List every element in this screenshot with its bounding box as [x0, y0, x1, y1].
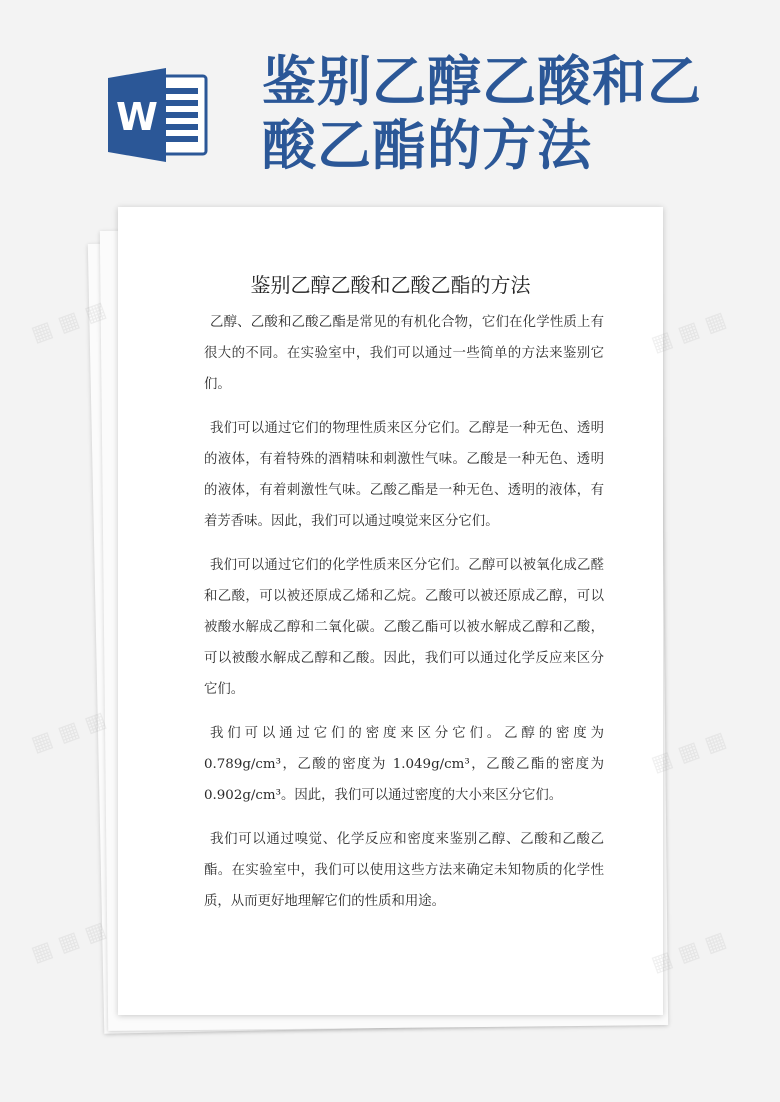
document-body [204, 307, 604, 930]
paragraph-1: 乙醇、乙酸和乙酸乙酯是常见的有机化合物，它们在化学性质上有很大的不同。在实验室中，我们可以通过一些简单的方法来鉴别它们。 [204, 315, 604, 392]
word-logo-letter: W [116, 95, 158, 139]
paragraph-2: 我们可以通过它们的物理性质来区分它们。乙醇是一种无色、透明的液体，有着特殊的酒精味和刺激性气味。乙酸是一种无色、透明的液体，有着刺激性气味。乙酸乙酯是一种无色、透明的液体，有着芳香味。因此，我们可以通过嗅觉来区分它们。 [204, 421, 604, 529]
paragraph-3: 我们可以通过它们的化学性质来区分它们。乙醇可以被氧化成乙醛和乙酸，可以被还原成乙烯和乙烷。乙酸可以被还原成乙醇，可以被酸水解成乙醇和二氧化碳。乙酸乙酯可以被水解成乙醇和乙酸，可以被酸水解成乙醇和乙酸。因此，我们可以通过化学反应来区分它们。 [204, 558, 604, 697]
paragraph-5: 我们可以通过嗅觉、化学反应和密度来鉴别乙醇、乙酸和乙酸乙酯。在实验室中，我们可以使用这些方法来确定未知物质的化学性质，从而更好地理解它们的性质和用途。 [204, 832, 604, 909]
page-title: 鉴别乙醇乙酸和乙酸乙酯的方法 [250, 273, 531, 297]
word-logo-icon [108, 68, 208, 162]
paragraph-4: 我们可以通过它们的密度来区分它们。乙醇的密度为 0.789g/cm³，乙酸的密度为 1.049g/cm³，乙酸乙酯的密度为 0.902g/cm³。因此，我们可以通过密度的大小来区分它们。 [204, 726, 604, 803]
banner-title: 鉴别乙醇乙酸和乙酸乙酯的方法 [262, 50, 702, 177]
document-page [118, 207, 663, 1015]
